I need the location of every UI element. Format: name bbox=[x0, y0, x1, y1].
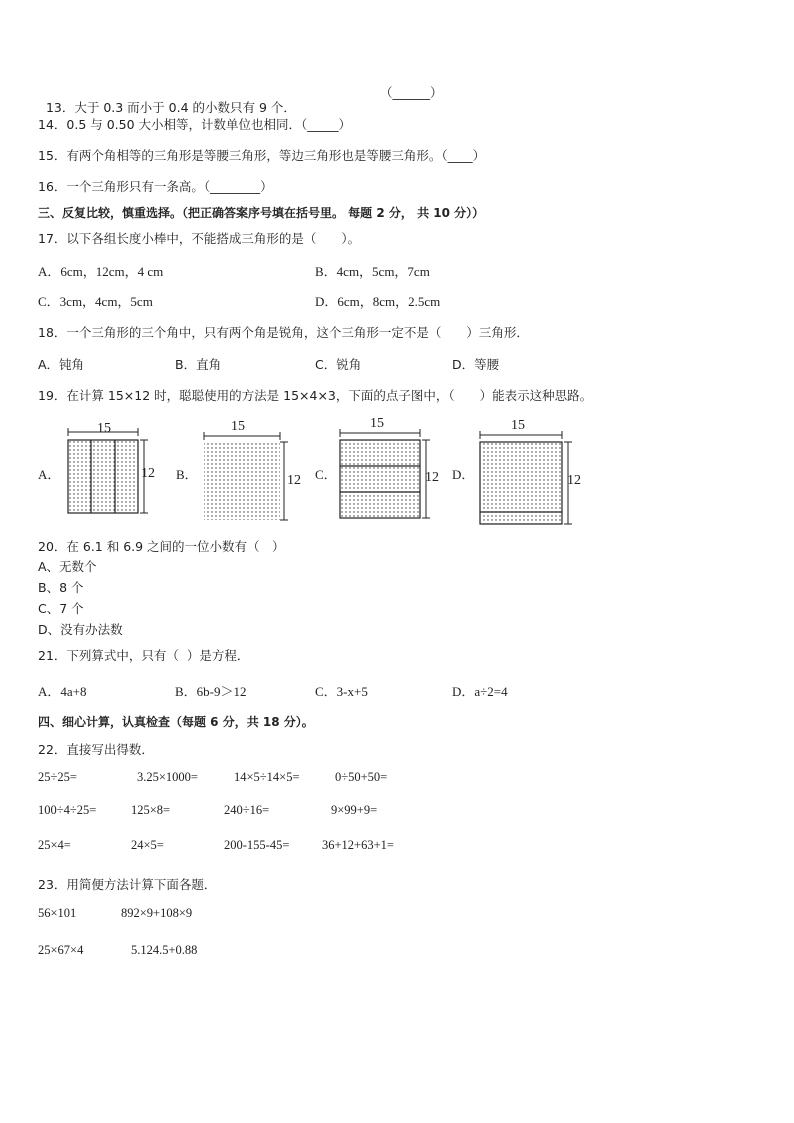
question-23-stem: 23．用简便方法计算下面各题． bbox=[38, 877, 217, 892]
calc-item: 0÷50+50= bbox=[335, 770, 388, 784]
figure-d-height-label: 12 bbox=[567, 473, 581, 488]
question-19-stem: 19．在计算 15×12 时，聪聪使用的方法是 15×4×3，下面的点子图中，（ ）能表示这种思路。 bbox=[38, 388, 593, 403]
calc-item: 125×8= bbox=[131, 803, 171, 817]
figure-a-height-label: 12 bbox=[141, 466, 155, 481]
question-19-option-a-label: A． bbox=[38, 467, 61, 482]
question-15: 15．有两个角相等的三角形是等腰三角形，等边三角形也是等腰三角形。（____） bbox=[38, 148, 486, 163]
figure-a-width-label: 15 bbox=[97, 421, 111, 436]
calc-item: 36+12+63+1= bbox=[322, 838, 394, 852]
calc-item: 3.25×1000= bbox=[137, 770, 198, 784]
question-17-option-a: A．6cm，12cm，4 cm bbox=[38, 264, 164, 279]
question-18-option-a: A．钝角 bbox=[38, 357, 85, 372]
question-18-option-c: C．锐角 bbox=[315, 357, 362, 372]
question-13-text: 13．大于 0.3 而小于 0.4 的小数只有 9 个． bbox=[45, 100, 296, 115]
dot-grid bbox=[204, 442, 280, 520]
section-4-title: 四、细心计算，认真检查（每题 6 分，共 18 分）。 bbox=[38, 715, 314, 729]
question-18-option-d: D．等腰 bbox=[452, 357, 500, 372]
figure-b-width-label: 15 bbox=[231, 419, 245, 434]
calc-item: 240÷16= bbox=[224, 803, 270, 817]
question-20-option-b: B、8 个 bbox=[38, 580, 84, 595]
dot-figure-b bbox=[198, 418, 303, 524]
calc-item: 100÷4÷25= bbox=[38, 803, 97, 817]
calc-item: 25÷25= bbox=[38, 770, 77, 784]
question-19-option-d-label: D． bbox=[452, 467, 475, 482]
question-21-option-d: D．a÷2=4 bbox=[452, 684, 508, 699]
question-21-stem: 21．下列算式中，只有（ ）是方程． bbox=[38, 648, 250, 663]
calc-item: 200-155-45= bbox=[224, 838, 290, 852]
figure-c-width-label: 15 bbox=[370, 416, 384, 431]
question-14: 14．0.5 与 0.50 大小相等，计数单位也相同．（_____） bbox=[38, 117, 352, 132]
question-19-option-b-label: B． bbox=[176, 467, 198, 482]
question-17-stem: 17．以下各组长度小棒中，不能搭成三角形的是（ ）。 bbox=[38, 231, 361, 246]
question-13 bbox=[38, 83, 296, 116]
question-20-option-a: A、无数个 bbox=[38, 559, 97, 574]
calc-item: 24×5= bbox=[131, 838, 164, 852]
calc-item: 56×101 bbox=[38, 906, 77, 920]
question-20-option-d: D、没有办法数 bbox=[38, 622, 123, 637]
calc-item: 14×5÷14×5= bbox=[234, 770, 300, 784]
dot-grid bbox=[340, 440, 420, 518]
question-17-option-c: C．3cm，4cm，5cm bbox=[38, 294, 153, 309]
question-17-option-d: D．6cm，8cm，2.5cm bbox=[315, 294, 441, 309]
question-21-option-b: B．6b-9＞12 bbox=[175, 684, 247, 699]
question-21-option-c: C．3-x+5 bbox=[315, 684, 368, 699]
section-3-title: 三、反复比较，慎重选择。（把正确答案序号填在括号里。 每题 2 分， 共 10 分）） bbox=[38, 206, 485, 220]
question-21-option-a: A．4a+8 bbox=[38, 684, 87, 699]
question-18-option-b: B．直角 bbox=[175, 357, 222, 372]
question-20-option-c: C、7 个 bbox=[38, 601, 84, 616]
question-19-option-c-label: C． bbox=[315, 467, 337, 482]
figure-c-height-label: 12 bbox=[425, 470, 439, 485]
figure-b-height-label: 12 bbox=[287, 473, 301, 488]
question-22-stem: 22．直接写出得数． bbox=[38, 742, 154, 757]
calc-item: 5.124.5+0.88 bbox=[131, 943, 198, 957]
calc-item: 892×9+108×9 bbox=[121, 906, 193, 920]
calc-item: 25×67×4 bbox=[38, 943, 84, 957]
question-17-option-b: B．4cm，5cm，7cm bbox=[315, 264, 430, 279]
question-13-blank: （______） bbox=[380, 85, 443, 100]
dot-grid bbox=[68, 440, 138, 513]
question-18-stem: 18．一个三角形的三个角中，只有两个角是锐角，这个三角形一定不是（ ）三角形． bbox=[38, 325, 529, 340]
calc-item: 9×99+9= bbox=[331, 803, 378, 817]
question-20-stem: 20．在 6.1 和 6.9 之间的一位小数有（ ） bbox=[38, 539, 285, 554]
calc-item: 25×4= bbox=[38, 838, 71, 852]
figure-d-width-label: 15 bbox=[511, 418, 525, 433]
question-16: 16．一个三角形只有一条高。（________） bbox=[38, 179, 273, 194]
